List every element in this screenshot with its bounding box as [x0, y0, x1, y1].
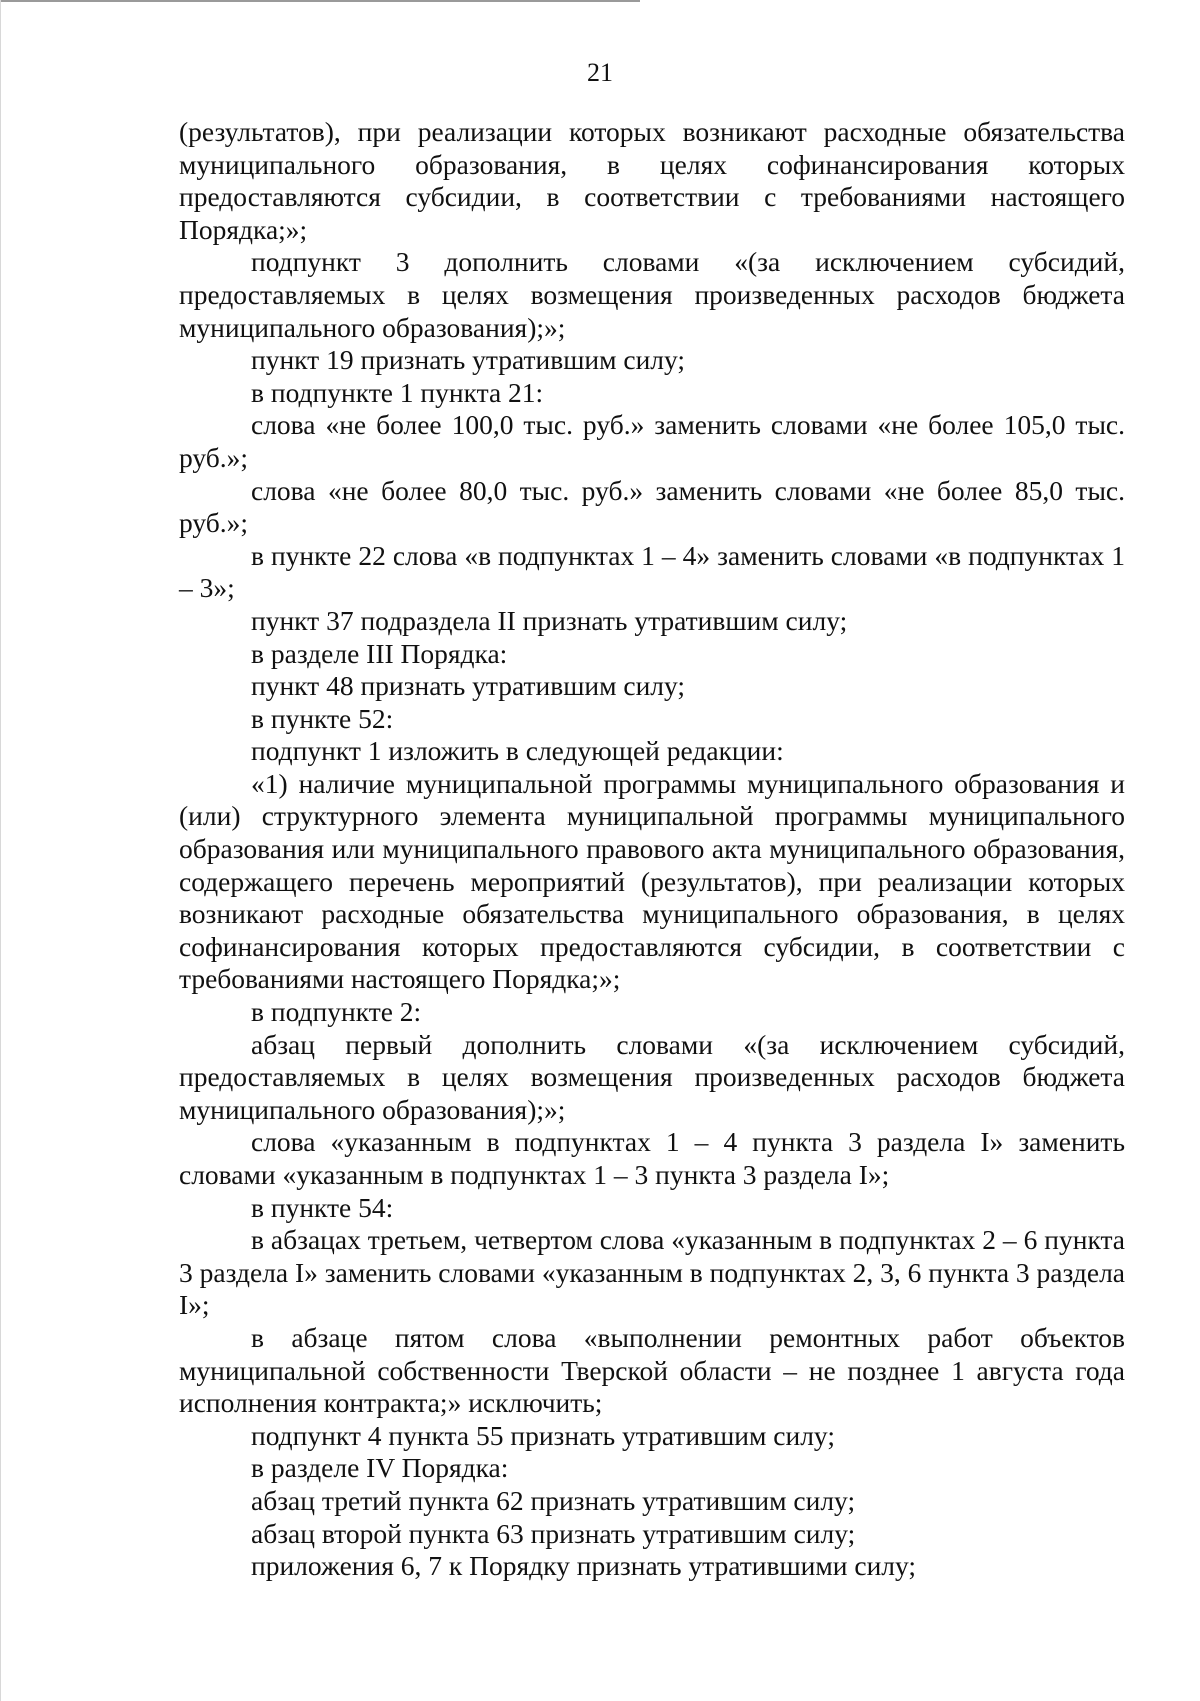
paragraph-11: в пункте 52: — [251, 702, 394, 734]
paragraph-13: «1) наличие муниципальной программы муниципального образования и (или) структурного элемента муниципальной программы муниципального образования или муниципального правового акта муниципального образования, содержащего перечень мероприятий (результатов), при реализации которых возникают расходные обязательства муниципального образования, в целях софинансирования которых предоставляются субсидии, в соответствии с требованиями настоящего Порядка;»; — [179, 767, 1125, 995]
paragraph-19: в абзаце пятом слова «выполнении ремонтных работ объектов муниципальной собственности Тверской области – не позднее 1 августа года исполнения контракта;» исключить; — [179, 1321, 1125, 1419]
scan-edge-top-line — [0, 0, 640, 2]
paragraph-15: абзац первый дополнить словами «(за исключением субсидий, предоставляемых в целях возмещения произведенных расходов бюджета муниципального образования);»; — [179, 1028, 1125, 1125]
scan-edge-left-line — [0, 0, 1, 1701]
paragraph-1: (результатов), при реализации которых возникают расходные обязательства муниципального образования, в целях софинансирования которых предоставляются субсидии, в соответствии с требованиями настоящего Порядка;»; — [179, 116, 1125, 245]
paragraph-5: слова «не более 100,0 тыс. руб.» заменить словами «не более 105,0 тыс. руб.»; — [179, 409, 1125, 473]
paragraph-14: в подпункте 2: — [251, 996, 422, 1028]
paragraph-17: в пункте 54: — [251, 1191, 394, 1223]
document-body — [179, 116, 1125, 1583]
paragraph-24: приложения 6, 7 к Порядку признать утратившими силу; — [251, 1550, 917, 1582]
paragraph-3: пункт 19 признать утратившим силу; — [251, 344, 686, 376]
paragraph-8: пункт 37 подраздела II признать утратившим силу; — [251, 604, 848, 636]
paragraph-20: подпункт 4 пункта 55 признать утратившим силу; — [251, 1419, 835, 1451]
paragraph-2: подпункт 3 дополнить словами «(за исключением субсидий, предоставляемых в целях возмещения произведенных расходов бюджета муниципального образования);»; — [179, 246, 1125, 343]
paragraph-7: в пункте 22 слова «в подпунктах 1 – 4» заменить словами «в подпунктах 1 – 3»; — [179, 539, 1125, 604]
paragraph-9: в разделе III Порядка: — [251, 637, 508, 669]
paragraph-10: пункт 48 признать утратившим силу; — [251, 670, 686, 702]
paragraph-23: абзац второй пункта 63 признать утратившим силу; — [251, 1517, 856, 1549]
paragraph-18: в абзацах третьем, четвертом слова «указанным в подпунктах 2 – 6 пункта 3 раздела I» заменить словами «указанным в подпунктах 2, 3, 6 пункта 3 раздела I»; — [179, 1224, 1125, 1321]
page-number: 21 — [587, 58, 613, 87]
paragraph-21: в разделе IV Порядка: — [251, 1452, 509, 1484]
paragraph-4: в подпункте 1 пункта 21: — [251, 376, 544, 408]
paragraph-22: абзац третий пункта 62 признать утратившим силу; — [251, 1484, 856, 1516]
paragraph-12: подпункт 1 изложить в следующей редакции: — [251, 735, 784, 767]
paragraph-6: слова «не более 80,0 тыс. руб.» заменить словами «не более 85,0 тыс. руб.»; — [179, 474, 1125, 539]
paragraph-16: слова «указанным в подпунктах 1 – 4 пункта 3 раздела I» заменить словами «указанным в подпунктах 1 – 3 пункта 3 раздела I»; — [179, 1126, 1125, 1190]
